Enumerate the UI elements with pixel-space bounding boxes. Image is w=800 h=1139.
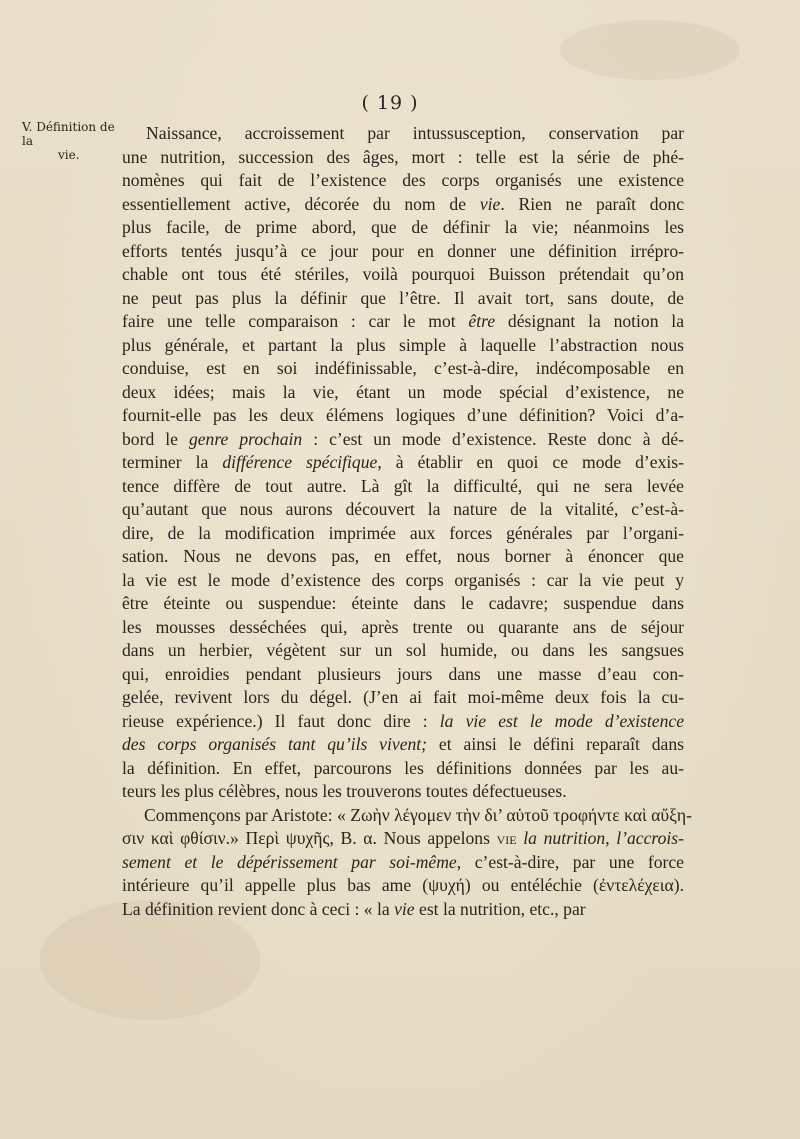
text-line: [122, 287, 684, 311]
text-run: rieuse expérience.) Il faut donc dire :: [122, 710, 440, 731]
text-run: sation. Nous ne devons pas, en effet, nous borner à énoncer que: [122, 546, 684, 566]
text-line: [122, 874, 684, 898]
text-line: [122, 404, 684, 428]
text-run: une nutrition, succession des âges, mort : telle est la série de phé-: [122, 146, 684, 167]
italic-text: vie: [479, 193, 501, 214]
text-line: [122, 569, 684, 593]
text-run: faire une telle comparaison : car le mot: [122, 311, 469, 331]
text-run: teurs les plus célèbres, nous les trouverons toutes défectueuses.: [122, 781, 567, 801]
text-line: [122, 592, 684, 616]
text-run: gelée, revivent lors du dégel. (J’en ai fait moi-même deux fois la cu-: [122, 687, 684, 707]
text-line: [122, 898, 684, 922]
text-run: Commençons par Aristote: « Ζωὴν λέγομεν τὴν δι’ αὑτοῦ τροφήντε καὶ αὔξη-: [144, 804, 692, 825]
text-run: être éteinte ou suspendue: éteinte dans le cadavre; suspendue dans: [122, 593, 684, 613]
text-line: [122, 193, 684, 217]
text-line: [122, 240, 684, 264]
text-line: [122, 122, 684, 146]
text-run: σιν καὶ φθίσιν.» Περὶ ψυχῆς, Β. α. Nous appelons: [122, 828, 497, 848]
text-line: [122, 334, 684, 358]
text-line: [122, 780, 684, 804]
text-run: essentiellement active, décorée du nom de: [122, 193, 480, 214]
text-run: deux idées; mais la vie, étant un mode spécial d’existence, ne: [122, 381, 684, 402]
text-line: [122, 498, 684, 522]
text-line: [122, 381, 684, 405]
text-line: [122, 475, 684, 499]
text-run: nomènes qui fait de l’existence des corps organisés une existence: [122, 170, 684, 190]
text-line: [122, 357, 684, 381]
text-line: [122, 733, 684, 757]
text-run: bord le: [122, 428, 189, 449]
italic-text: être: [468, 311, 496, 331]
text-run: vie: [496, 828, 517, 848]
text-run: plus facile, de prime abord, que de définir la vie; néanmoins les: [122, 217, 684, 237]
text-run: , à établir en quoi ce mode d’exis-: [377, 452, 684, 472]
text-line: [122, 522, 684, 546]
italic-text: l’accrois-: [616, 828, 685, 848]
text-run: ne peut pas plus la définir que l’être. Il avait tort, sans doute, de: [122, 287, 684, 308]
italic-text: sement et le dépérissement par soi-même: [122, 851, 457, 872]
italic-text: la nutrition: [523, 828, 606, 848]
margin-note-line: vie.: [58, 148, 80, 162]
text-line: [122, 804, 692, 828]
text-run: qui, enroidies pendant plusieurs jours dans une masse d’eau con-: [122, 663, 684, 684]
italic-text: des corps organisés tant qu’ils vivent;: [122, 734, 428, 754]
text-line: [122, 216, 684, 240]
text-run: la définition. En effet, parcourons les définitions données par les au-: [122, 757, 684, 778]
body-text: [122, 122, 692, 921]
text-run: la vie est le mode d’existence des corps organisés : car la vie peut y: [122, 569, 684, 590]
paper-stain: [560, 20, 740, 80]
text-line: [122, 757, 684, 781]
text-run: tence diffère de tout autre. Là gît la difficulté, qui ne sera levée: [122, 475, 684, 496]
text-line: [122, 169, 684, 193]
margin-note: [22, 120, 122, 162]
page-number: ( 19 ): [361, 92, 419, 114]
text-line: [122, 639, 684, 663]
margin-note-line: V. Définition de la: [22, 120, 115, 148]
italic-text: vie: [394, 898, 415, 919]
italic-text: genre prochain: [188, 428, 303, 449]
text-run: : c’est un mode d’existence. Reste donc à dé-: [302, 428, 684, 449]
text-run: Naissance, accroissement par intussusception, conservation par: [146, 123, 684, 143]
italic-text: différence spécifique: [222, 452, 378, 472]
text-run: . Rien ne paraît donc: [500, 193, 684, 214]
text-line: [122, 263, 684, 287]
text-line: [122, 451, 684, 475]
text-line: [122, 310, 684, 334]
text-run: efforts tentés jusqu’à ce jour pour en donner une définition irrépro-: [122, 240, 684, 261]
text-run: est la nutrition, etc., par: [414, 898, 586, 919]
text-run: ,: [605, 828, 617, 848]
text-run: qu’autant que nous aurons découvert la nature de la vitalité, c’est-à-: [122, 499, 684, 519]
text-run: chable ont tous été stériles, voilà pourquoi Buisson prétendait qu’on: [122, 264, 684, 284]
text-run: les mousses desséchées qui, après trente ou quarante ans de séjour: [122, 616, 684, 637]
text-run: dire, de la modification imprimée aux forces générales par l’organi-: [122, 522, 684, 543]
text-run: intérieure qu’il appelle plus bas ame (ψυχή) ou entéléchie (ἐντελέχεια).: [122, 875, 684, 895]
text-line: [122, 616, 684, 640]
text-run: dans un herbier, végètent sur un sol humide, ou dans les sangsues: [122, 640, 684, 660]
text-run: fournit-elle pas les deux élémens logiques d’une définition? Voici d’a-: [122, 405, 684, 425]
text-run: plus générale, et partant la plus simple à laquelle l’abstraction nous: [122, 334, 684, 355]
text-line: [122, 827, 684, 851]
text-run: conduise, est en soi indéfinissable, c’est-à-dire, indécomposable en: [122, 358, 684, 378]
text-run: , c’est-à-dire, par une force: [456, 851, 684, 872]
italic-text: la vie est le mode d’existence: [439, 710, 685, 731]
text-run: désignant la notion la: [495, 311, 684, 331]
text-line: [122, 686, 684, 710]
text-line: [122, 663, 684, 687]
text-line: [122, 545, 684, 569]
text-run: La définition revient donc à ceci : « la: [122, 898, 395, 919]
text-run: terminer la: [122, 452, 223, 472]
text-run: et ainsi le défini reparaît dans: [427, 734, 684, 754]
text-line: [122, 710, 684, 734]
text-line: [122, 851, 684, 875]
text-line: [122, 428, 684, 452]
text-line: [122, 146, 684, 170]
